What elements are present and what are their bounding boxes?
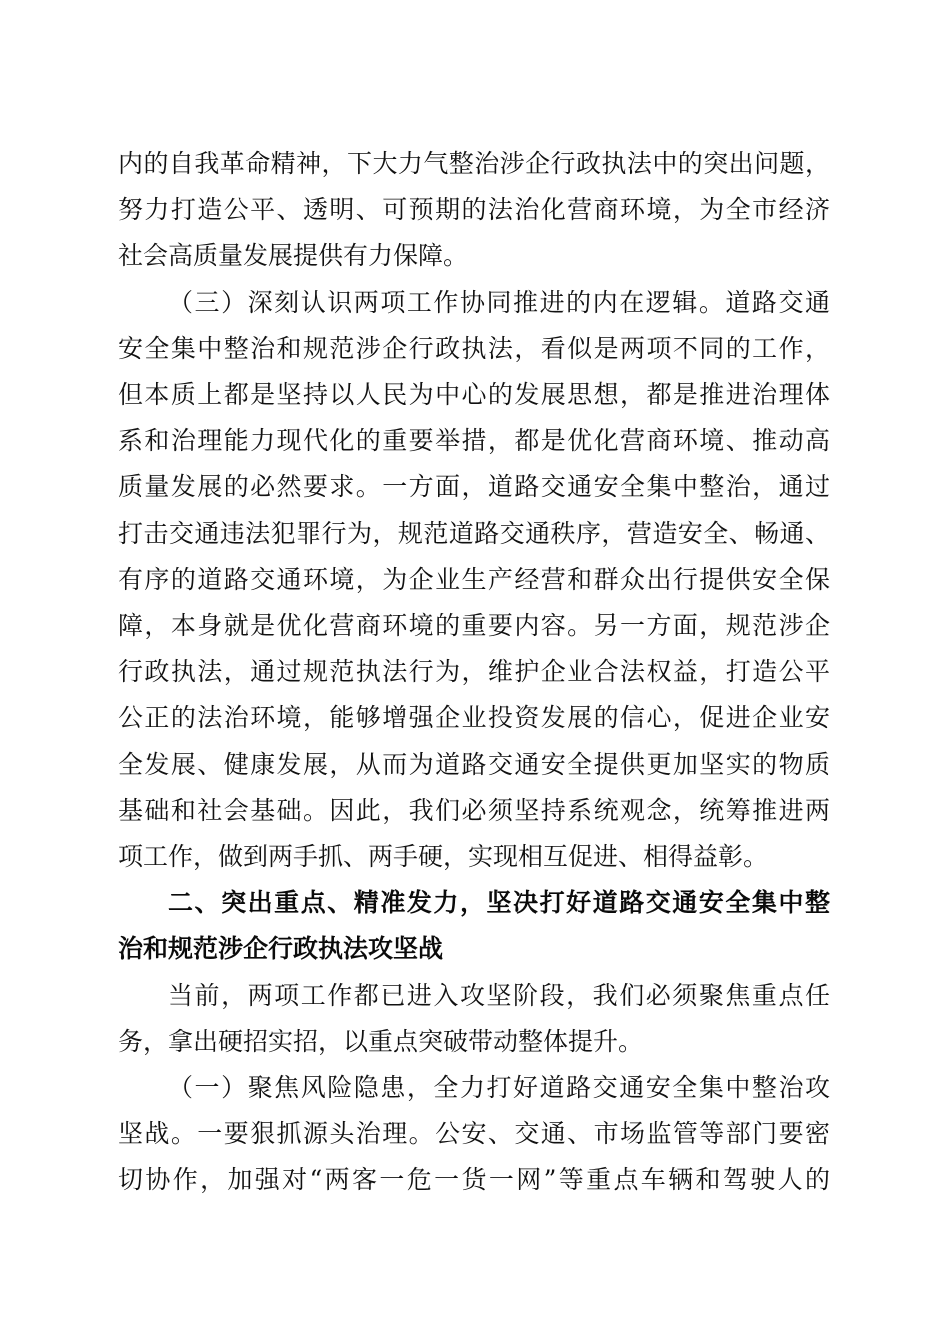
text-line-2: 努力打造公平、透明、可预期的法治化营商环境，为全市经济 <box>118 195 830 224</box>
text-line-5: 安全集中整治和规范涉企行政执法，看似是两项不同的工作， <box>118 334 830 363</box>
text-line-23: 切协作，加强对“两客一危一货一网”等重点车辆和驾驶人的 <box>118 1165 830 1194</box>
text-line-16: 项工作，做到两手抓、两手硬，实现相互促进、相得益彰。 <box>118 842 769 871</box>
text-line-13: 公正的法治环境，能够增强企业投资发展的信心，促进企业安 <box>118 703 830 732</box>
text-line-19: 当前，两项工作都已进入攻坚阶段，我们必须聚焦重点任 <box>168 981 830 1010</box>
text-line-6: 但本质上都是坚持以人民为中心的发展思想，都是推进治理体 <box>118 380 830 409</box>
text-line-1: 内的自我革命精神，下大力气整治涉企行政执法中的突出问题， <box>118 149 830 178</box>
subheading-1-line-1: （一）聚焦风险隐患，全力打好道路交通安全集中整治攻 <box>168 1073 830 1102</box>
text-line-3: 社会高质量发展提供有力保障。 <box>118 241 469 270</box>
text-line-10: 有序的道路交通环境，为企业生产经营和群众出行提供安全保 <box>118 565 830 594</box>
text-line-11: 障，本身就是优化营商环境的重要内容。另一方面，规范涉企 <box>118 611 830 640</box>
text-line-7: 系和治理能力现代化的重要举措，都是优化营商环境、推动高 <box>118 426 830 455</box>
text-line-15: 基础和社会基础。因此，我们必须坚持系统观念，统筹推进两 <box>118 796 830 825</box>
text-line-9: 打击交通违法犯罪行为，规范道路交通秩序，营造安全、畅通、 <box>118 519 830 548</box>
text-line-20: 务，拿出硬招实招，以重点突破带动整体提升。 <box>118 1027 644 1056</box>
subheading-3-line-1: （三）深刻认识两项工作协同推进的内在逻辑。道路交通 <box>168 288 830 317</box>
section-heading-2-line-2: 治和规范涉企行政执法攻坚战 <box>118 934 444 963</box>
text-line-12: 行政执法，通过规范执法行为，维护企业合法权益，打造公平 <box>118 657 830 686</box>
text-line-14: 全发展、健康发展，从而为道路交通安全提供更加坚实的物质 <box>118 750 830 779</box>
text-line-8: 质量发展的必然要求。一方面，道路交通安全集中整治，通过 <box>118 472 830 501</box>
text-line-22: 坚战。一要狠抓源头治理。公安、交通、市场监管等部门要密 <box>118 1119 830 1148</box>
section-heading-2-line-1: 二、突出重点、精准发力，坚决打好道路交通安全集中整 <box>168 888 830 917</box>
